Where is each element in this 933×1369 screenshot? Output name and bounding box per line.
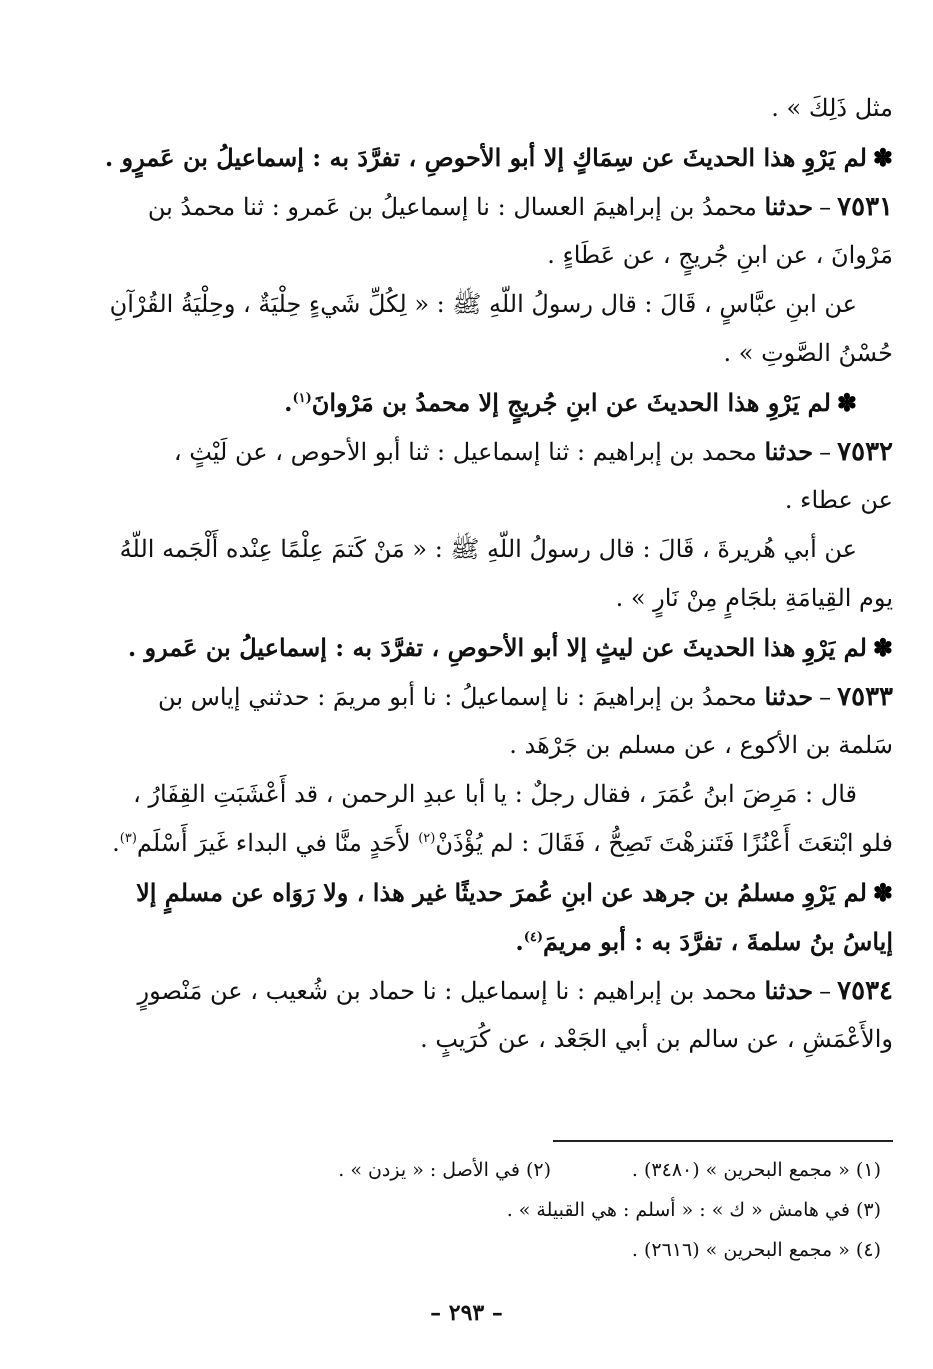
- commentary-line: [68, 133, 893, 182]
- commentary-line: [68, 868, 893, 917]
- footnote-row: [120, 1190, 881, 1230]
- dash: –: [819, 193, 832, 221]
- footnote-1: (١) « مجمع البحرين » (٣٤٨٠) .: [631, 1159, 881, 1181]
- line-text: عن ابنِ عبَّاسٍ ، قَالَ : قال رسولُ اللّهِ ﷺ : « لِكُلِّ شَيءٍ حِلْيَةٌ ، وحِلْيَةُ القُرْآنِ: [109, 290, 857, 318]
- line-text: فلو ابْتعَتَ أَعْنُزًا فَتَنزهْتَ تَصِحُّ ، فَقَالَ : لم يُؤْذَنْ: [435, 829, 893, 857]
- text-line: [68, 819, 893, 868]
- line-tail: .: [284, 388, 293, 417]
- hadith-header-7532: [68, 427, 893, 476]
- narration-label: حدثنا: [764, 682, 814, 711]
- hadith-header-7531: [68, 182, 893, 231]
- asterisk-icon: ✽: [872, 143, 893, 172]
- text-line: [68, 574, 893, 623]
- commentary-line: [68, 378, 893, 427]
- text-line: [68, 770, 893, 819]
- line-text: والأَعْمَشِ ، عن سالم بن أبي الجَعْد ، عن كُرَيبٍ .: [420, 1025, 893, 1053]
- commentary-line: [68, 623, 893, 672]
- text-line: [68, 84, 893, 133]
- line-tail: .: [112, 829, 120, 857]
- line-text: عن أبي هُريرةَ ، قَالَ : قال رسولُ اللّهِ ﷺ : « مَنْ كَتمَ عِلْمًا عِنْده أَلْجَمه اللّهُ: [119, 535, 857, 563]
- asterisk-icon: ✽: [872, 878, 893, 907]
- footnote-marker: (١): [292, 391, 312, 406]
- line-text: لم يَرْوِ هذا الحديثَ عن سِمَاكٍ إلا أبو الأحوصِ ، تفرَّدَ به : إسماعيلُ بن عَمرٍو .: [104, 143, 867, 172]
- narration-label: حدثنا: [764, 437, 814, 466]
- line-tail: .: [515, 927, 524, 956]
- hadith-header-7534: [68, 966, 893, 1015]
- hadith-number: ٧٥٣٣: [837, 682, 893, 712]
- asterisk-icon: ✽: [836, 388, 857, 417]
- line-text: إياسُ بنُ سلمةَ ، تفرَّدَ به : أبو مريمَ: [543, 927, 893, 956]
- line-text: سَلمة بن الأكوع ، عن مسلم بن جَرْهَد .: [509, 731, 893, 759]
- narration-label: حدثنا: [764, 976, 814, 1005]
- commentary-line: [68, 917, 893, 966]
- text-line: [68, 329, 893, 378]
- line-text: عن عطاء .: [784, 486, 893, 514]
- line-text: محمدُ بن إبراهيمَ : نا إسماعيلُ : نا أبو مريمَ : حدثني إياس بن: [158, 683, 757, 711]
- dash: –: [819, 438, 832, 466]
- line-text: لم يَرْوِ هذا الحديثَ عن ليثٍ إلا أبو الأحوصِ ، تفرَّدَ به : إسماعيلُ بن عَمرو .: [127, 633, 867, 662]
- line-text: يوم القِيامَةِ بلجَامٍ مِنْ نَارٍ » .: [615, 584, 893, 612]
- line-text: محمدُ بن إبراهيمَ العسال : نا إسماعيلُ بن عَمرو : ثنا محمدُ بن: [147, 193, 757, 221]
- footnote-marker: (٣): [119, 831, 137, 846]
- line-text: محمد بن إبراهيم : نا إسماعيل : نا حماد بن شُعيب ، عن مَنْصورٍ: [137, 977, 757, 1005]
- hadith-number: ٧٥٣٢: [837, 437, 893, 467]
- line-text: لم يَرْوِ هذا الحديثَ عن ابنِ جُريجٍ إلا محمدُ بن مَرْوانَ: [311, 388, 831, 417]
- footnote-3: (٣) في هامش « ك » : « أسلم : هي القبيلة » .: [506, 1199, 881, 1221]
- line-text: لأَحَدٍ منَّا في البداء غَيرَ أَسْلَم: [136, 829, 411, 857]
- text-line: [68, 280, 893, 329]
- dash: –: [819, 683, 832, 711]
- line-text: حُسْنُ الصَّوتِ » .: [723, 339, 893, 367]
- hadith-number: ٧٥٣٤: [837, 976, 893, 1006]
- footnote-row: [120, 1230, 881, 1270]
- footnote-marker: (٤): [523, 930, 544, 945]
- line-text: مَرْوانَ ، عن ابنِ جُريجٍ ، عن عَطَاءٍ .: [547, 241, 893, 269]
- dash: –: [819, 977, 832, 1005]
- line-text: لم يَرْوِ مسلمُ بن جرهد عن ابنِ عُمرَ حديثًا غير هذا ، ولا رَوَاه عن مسلمٍ إلا: [136, 878, 867, 907]
- footnote-2: (٢) في الأصل : « يزدن » .: [338, 1159, 551, 1181]
- line-text: مثل ذَلِكَ » .: [771, 94, 893, 122]
- text-line: [68, 231, 893, 280]
- footnote-divider: [553, 1140, 893, 1142]
- text-line: [68, 525, 893, 574]
- text-line: [68, 476, 893, 525]
- hadith-number: ٧٥٣١: [837, 192, 893, 222]
- footnote-4: (٤) « مجمع البحرين » (٢٦١٦) .: [631, 1239, 881, 1261]
- footnotes: [120, 1150, 881, 1270]
- hadith-header-7533: [68, 672, 893, 721]
- line-text: محمد بن إبراهيم : ثنا إسماعيل : ثنا أبو الأحوص ، عن لَيْثٍ ،: [173, 438, 757, 466]
- line-text: قال : مَرِضَ ابنُ عُمَرَ ، فقال رجلٌ : يا أبا عبدِ الرحمن ، قد أَعْشَبَتِ القِفَارُ ،: [133, 780, 857, 808]
- footnote-marker: (٢): [418, 831, 436, 846]
- asterisk-icon: ✽: [872, 633, 893, 662]
- text-line: [68, 1015, 893, 1064]
- text-line: [68, 721, 893, 770]
- footnote-row: [120, 1150, 881, 1190]
- page-number: – ٢٩٣ –: [430, 1300, 503, 1326]
- narration-label: حدثنا: [764, 192, 814, 221]
